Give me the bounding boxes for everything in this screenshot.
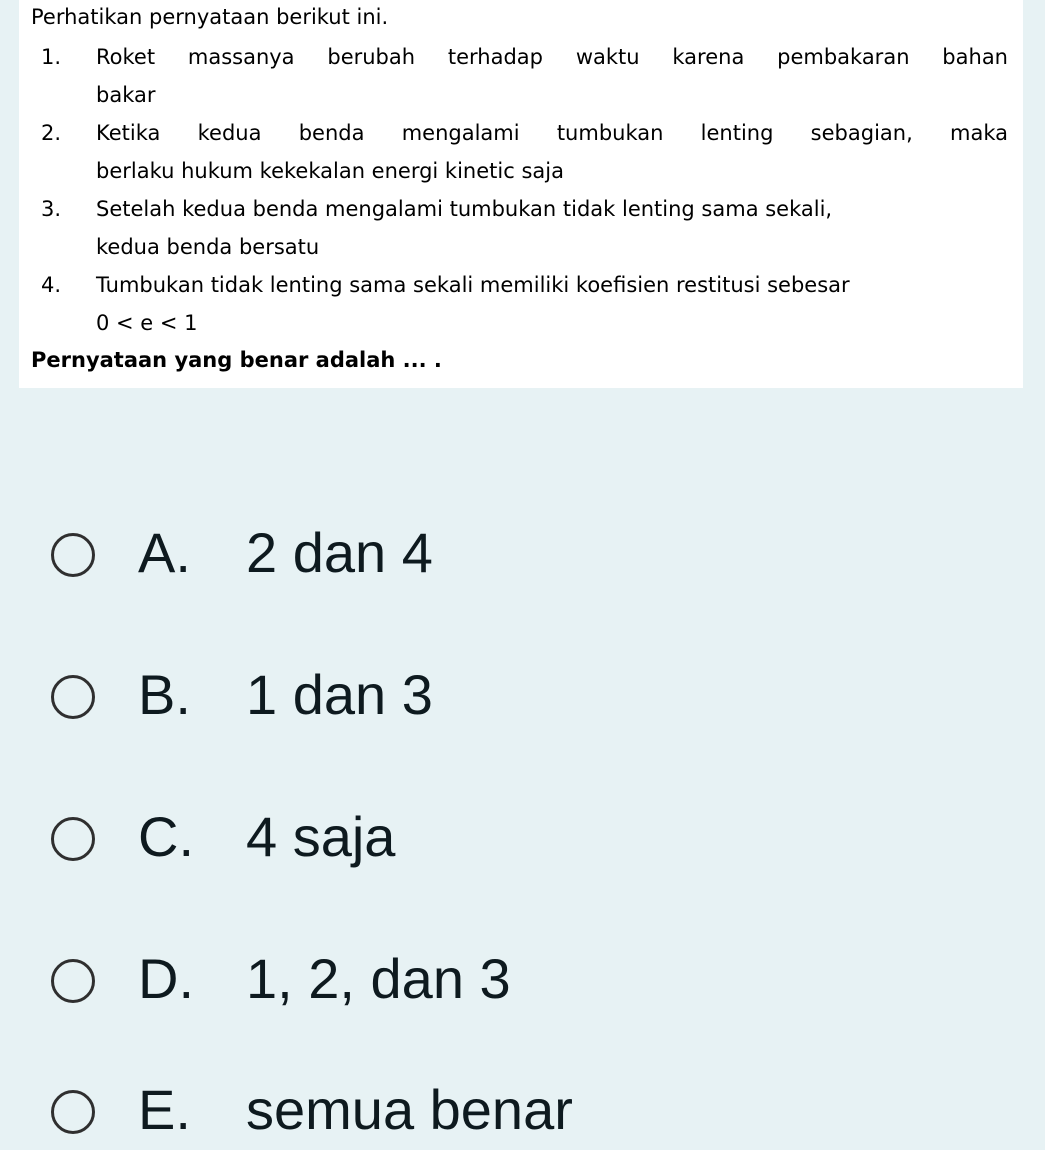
radio-circle-icon[interactable] [51,675,95,719]
option-text: 4 saja [246,805,396,868]
radio-circle-icon[interactable] [51,533,95,577]
option-text: semua benar [246,1078,573,1141]
option-letter: E. [138,1078,191,1141]
radio-circle-icon[interactable] [51,817,95,861]
statement-number: 4. [41,273,62,297]
statement-line-2: bakar [96,83,156,107]
statement-line-1: Roket massanya berubah terhadap waktu karena pembakaran bahan [96,45,1008,69]
statement-number: 3. [41,197,62,221]
statement-line-2: berlaku hukum kekekalan energi kinetic saja [96,159,564,183]
option-text: 1 dan 3 [246,663,433,726]
statement-line-2: kedua benda bersatu [96,235,320,259]
statement-line-2: 0 < e < 1 [96,311,198,335]
option-a[interactable] [0,503,1045,603]
radio-circle-icon[interactable] [51,1090,95,1134]
option-text: 2 dan 4 [246,521,433,584]
statement-number: 1. [41,45,62,69]
statement-line-1: Setelah kedua benda mengalami tumbukan tidak lenting sama sekali, [96,197,833,221]
option-letter: C. [138,805,194,868]
option-text: 1, 2, dan 3 [246,947,511,1010]
question-intro: Perhatikan pernyataan berikut ini. [31,5,389,29]
statement-number: 2. [41,121,62,145]
question-prompt: Pernyataan yang benar adalah ... . [31,348,442,372]
option-letter: D. [138,947,194,1010]
option-e[interactable] [0,1050,1045,1150]
option-b[interactable] [0,645,1045,745]
radio-circle-icon[interactable] [51,959,95,1003]
statement-line-1: Tumbukan tidak lenting sama sekali memiliki koefisien restitusi sebesar [96,273,850,297]
question-card [19,0,1023,388]
option-c[interactable] [0,787,1045,887]
statement-line-1: Ketika kedua benda mengalami tumbukan lenting sebagian, maka [96,121,1008,145]
option-letter: B. [138,663,191,726]
option-d[interactable] [0,929,1045,1029]
option-letter: A. [138,521,191,584]
